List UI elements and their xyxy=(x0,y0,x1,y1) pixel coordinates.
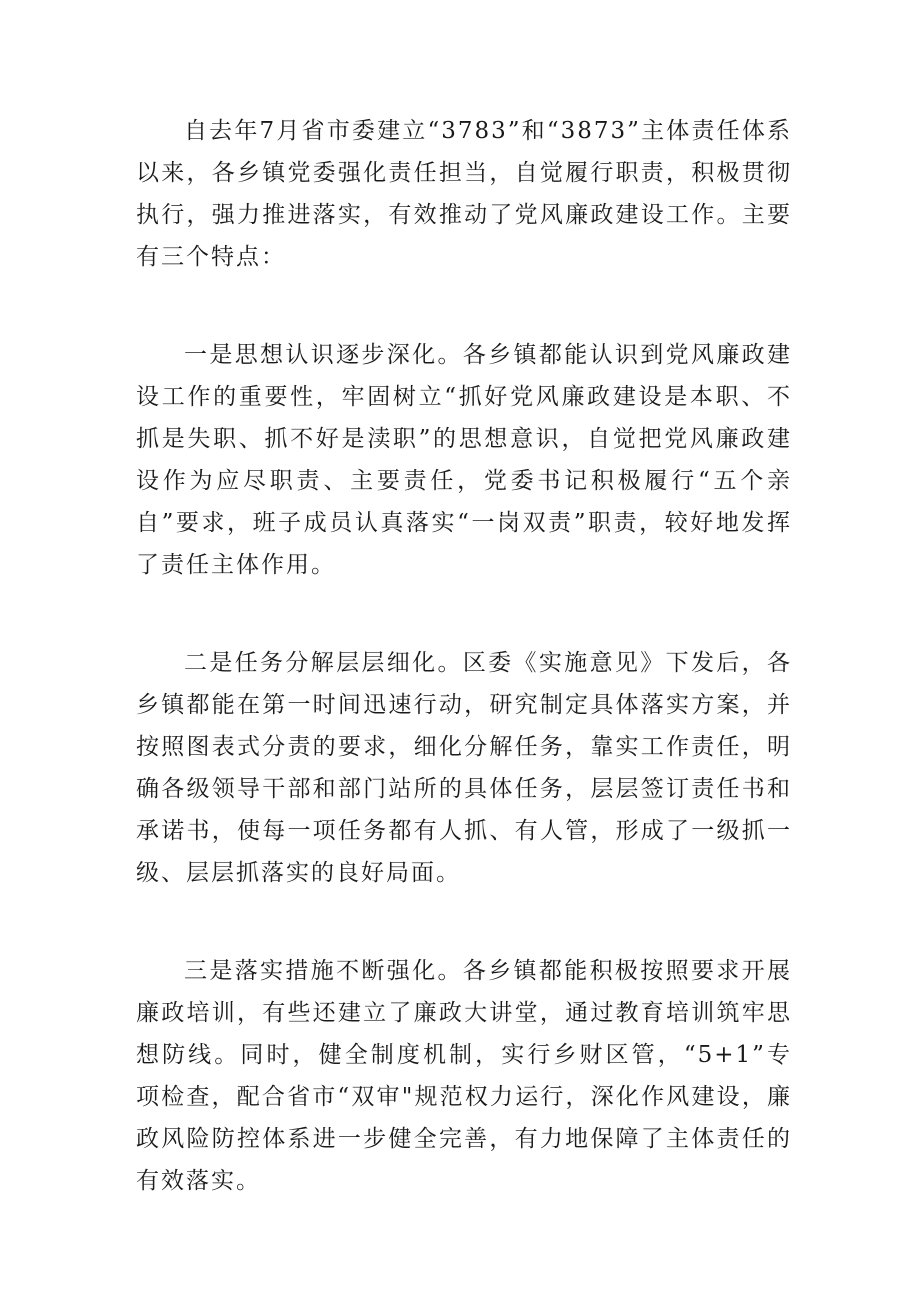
document-body xyxy=(136,110,792,1202)
point-one-paragraph: 一是思想认识逐步深化。各乡镇都能认识到党风廉政建设工作的重要性，牢固树立“抓好党风廉政建设是本职、不抓是失职、抓不好是渎职”的思想意识，自觉把党风廉政建设作为应尽职责、主要责任，党委书记积极履行“五个亲自”要求，班子成员认真落实“一岗双责”职责，较好地发挥了责任主体作用。 xyxy=(136,342,792,578)
point-two-paragraph: 二是任务分解层层细化。区委《实施意见》下发后，各乡镇都能在第一时间迅速行动，研究制定具体落实方案，并按照图表式分责的要求，细化分解任务，靠实工作责任，明确各级领导干部和部门站所的具体任务，层层签订责任书和承诺书，使每一项任务都有人抓、有人管，形成了一级抓一级、层层抓落实的良好局面。 xyxy=(136,650,792,886)
point-three-paragraph: 三是落实措施不断强化。各乡镇都能积极按照要求开展廉政培训，有些还建立了廉政大讲堂，通过教育培训筑牢思想防线。同时，健全制度机制，实行乡财区管，“5+1”专项检查，配合省市“双审"规范权力运行，深化作风建设，廉政风险防控体系进一步健全完善，有力地保障了主体责任的有效落实。 xyxy=(136,958,792,1194)
intro-paragraph: 自去年7月省市委建立“3783”和“3873”主体责任体系以来，各乡镇党委强化责任担当，自觉履行职责，积极贯彻执行，强力推进落实，有效推动了党风廉政建设工作。主要有三个特点： xyxy=(136,118,792,270)
